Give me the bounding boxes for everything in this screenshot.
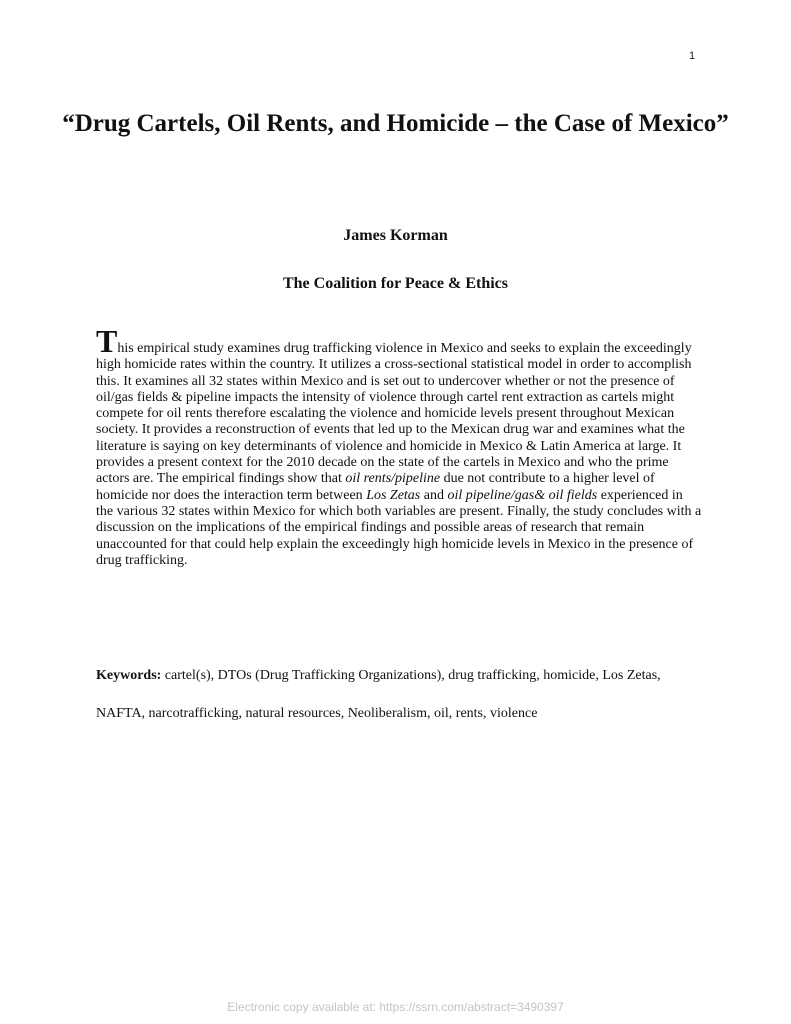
ssrn-footer-watermark: Electronic copy available at: https://ssrn.com/abstract=3490397 — [227, 1000, 564, 1014]
abstract-text-3: and — [420, 487, 448, 503]
abstract-text-2: due not contribute to a higher level of homicide nor does the interaction term between — [96, 471, 655, 503]
keywords-label: Keywords: — [96, 668, 162, 683]
keywords — [96, 657, 696, 733]
keywords-list: cartel(s), DTOs (Drug Trafficking Organizations), drug trafficking, homicide, Los Zetas, NAFTA, narcotrafficking, natural resources, Neoliberalism, oil, rents, violence — [96, 668, 661, 721]
abstract-italic-los-zetas: Los Zetas — [366, 487, 421, 503]
abstract — [96, 323, 702, 569]
author-name: James Korman — [343, 227, 448, 244]
abstract-italic-oil-rents: oil rents/pipeline — [345, 471, 441, 487]
abstract-drop-cap: T — [96, 323, 118, 359]
abstract-text-4: experienced in the various 32 states within Mexico for which both variables are present. Finally, the study concludes with a discussion on the implications of the empirical findings and possible areas of research that remain unaccounted for that could help explain the exceedingly high homicide levels in Mexico in the presence of drug trafficking. — [96, 487, 702, 568]
abstract-text-1: his empirical study examines drug trafficking violence in Mexico and seeks to explain the exceedingly high homicide rates within the country. It utilizes a cross-sectional statistical model in order to accomplish this. It examines all 32 states within Mexico and is set out to undercover whether or not the presence of oil/gas fields & pipeline impacts the intensity of violence through cartel rent extraction as cartels might compete for oil rents therefore escalating the violence and homicide levels present throughout Mexican society. It provides a reconstruction of events that led up to the Mexican drug war and examines what the literature is saying on key determinants of violence and homicide in Mexico & Latin America at large. It provides a present context for the 2010 decade on the state of the cartels in Mexico and who the prime actors are. The empirical findings show that — [96, 341, 692, 487]
page-number: 1 — [689, 50, 696, 62]
paper-title: “Drug Cartels, Oil Rents, and Homicide – the Case of Mexico” — [62, 110, 729, 137]
abstract-italic-oil-pipeline: oil pipeline/gas& oil fields — [447, 487, 598, 503]
author-affiliation: The Coalition for Peace & Ethics — [282, 275, 508, 292]
